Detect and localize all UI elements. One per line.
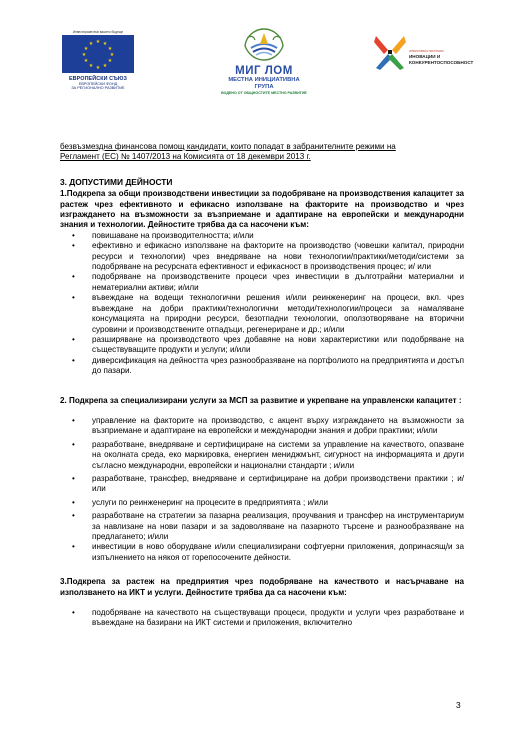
bullet-icon: • bbox=[72, 355, 75, 365]
list-item-text: повишаване на производителността; и/или bbox=[92, 230, 254, 240]
mig-name: МИГ ЛОМ bbox=[235, 65, 293, 77]
bullet-icon: • bbox=[72, 473, 75, 483]
eu-top-caption: Инвестираме във вашето бъдеще bbox=[72, 30, 124, 34]
bullet-icon: • bbox=[72, 334, 75, 344]
svg-text:★: ★ bbox=[81, 52, 87, 58]
op-line1: ОПЕРАТИВНА ПРОГРАМА bbox=[409, 49, 444, 53]
list-item bbox=[72, 511, 464, 542]
svg-text:★: ★ bbox=[95, 39, 101, 45]
list-item bbox=[72, 439, 464, 471]
bullet-icon: • bbox=[72, 415, 75, 425]
svg-text:★: ★ bbox=[107, 58, 113, 64]
list-item-text: услуги по реинженеринг на процесите в предприятията ; и/или bbox=[92, 497, 329, 507]
eu-name: ЕВРОПЕЙСКИ СЪЮЗ bbox=[68, 76, 128, 82]
list-item-text: управление на факторите на производство, с акцент върху изграждането на възможности за възприемане и адаптиране на европейски и международни знания и добри практики; и/или bbox=[92, 415, 464, 436]
part1-heading: 1.Подкрепа за общи производствени инвестиции за подобряване на производствения капацитет за растеж чрез ефективното и ефикасно използване на факторите на производство и чрез изграждането на възможности за възприемане и адаптиране на европейски и международни знания и технологии. Дейностите трябва да са насочени към: bbox=[60, 189, 464, 230]
list-item bbox=[72, 230, 464, 241]
mig-emblem-icon bbox=[239, 26, 289, 64]
svg-text:★: ★ bbox=[107, 46, 113, 52]
bullet-icon: • bbox=[72, 497, 75, 507]
list-item-text: ефективно и ефикасно използване на факторите на производство (човешки капитал, природни ресурси и технологии) чрез внедряване на нови технологии/практики/методи/системи за подобряване на ресурсната ефективност и ефикасност в производствения процес; и/ или bbox=[92, 241, 464, 272]
op-line3: КОНКУРЕНТОСПОСОБНОСТ bbox=[409, 59, 474, 65]
bullet-icon: • bbox=[72, 439, 75, 449]
intro-line2: Регламент (ЕС) № 1407/2013 на Комисията от 18 декември 2013 г. bbox=[60, 152, 311, 162]
mig-lom-logo bbox=[208, 26, 320, 96]
part3-list bbox=[60, 608, 464, 629]
eu-flag-icon bbox=[62, 35, 134, 73]
mig-tagline: ВОДЕНО ОТ ОБЩНОСТИТЕ МЕСТНО РАЗВИТИЕ bbox=[221, 91, 307, 95]
bullet-icon: • bbox=[72, 230, 75, 240]
list-item bbox=[72, 542, 464, 563]
op-emblem-icon bbox=[372, 32, 408, 72]
bullet-icon: • bbox=[72, 293, 75, 303]
list-item bbox=[72, 334, 464, 356]
list-item-text: диверсификация на дейността чрез разнообразяване на портфолиото на предприятията и достъп до пазари. bbox=[92, 355, 464, 376]
bullet-icon: • bbox=[72, 241, 75, 251]
list-item-text: подобряване на производствените процеси чрез инвестиции в дълготрайни материални и нематериални активи; и/или bbox=[92, 272, 464, 292]
list-item bbox=[72, 608, 464, 629]
list-item bbox=[72, 272, 464, 293]
svg-text:★: ★ bbox=[102, 63, 108, 69]
op-line2: ИНОВАЦИИ И bbox=[409, 54, 441, 60]
mig-subtitle2: ГРУПА bbox=[254, 83, 274, 90]
list-item-text: подобряване на качеството на съществуващи процеси, продукти и услуги чрез разработване и въвеждане на базирани на ИКТ системи и приложения, включително bbox=[92, 608, 464, 628]
list-item-text: разработване, трансфер, внедряване и сертифициране на добри производствени практики ; и/или bbox=[92, 473, 464, 494]
svg-text:★: ★ bbox=[88, 63, 94, 69]
svg-text:★: ★ bbox=[88, 41, 94, 47]
list-item bbox=[72, 355, 464, 377]
bullet-icon: • bbox=[72, 272, 75, 282]
op-innovations-logo bbox=[372, 32, 482, 76]
list-item-text: разширяване на производството чрез добавяне на нови характеристики или подобряване на съществуващите продукти и услуги; и/или bbox=[92, 334, 464, 355]
list-item bbox=[72, 497, 464, 508]
svg-text:★: ★ bbox=[102, 41, 108, 47]
list-item-text: въвеждане на водещи технологични решения и/или реинженеринг на процеси, вкл. чрез въвеждане на добри практики/технологични методи/технологии/процеси за намаляване консумацията на природни ресурси, безотпадни технологии, оползотворяване на вторични суровини и производствените отпадъци, регенериране и др.; и/или bbox=[92, 293, 464, 334]
list-item bbox=[72, 241, 464, 272]
eu-fund-line2: ЗА РЕГИОНАЛНО РАЗВИТИЕ bbox=[71, 86, 125, 91]
mig-subtitle1: МЕСТНА ИНИЦИАТИВНА bbox=[228, 77, 300, 83]
list-item bbox=[72, 473, 464, 495]
eu-logo bbox=[62, 30, 134, 91]
bullet-icon: • bbox=[72, 511, 75, 521]
list-item bbox=[72, 293, 464, 335]
page-number: 3 bbox=[456, 700, 461, 710]
intro-line1: безвъзмездна финансова помощ кандидати, които попадат в забранителните режими на bbox=[60, 142, 396, 151]
document-body bbox=[60, 142, 464, 629]
bullet-icon: • bbox=[72, 542, 75, 552]
svg-text:★: ★ bbox=[83, 58, 89, 64]
list-item-text: разработване на стратегии за пазарна реализация, проучвания и трансфер на инструментариум за навлизане на нови пазари и за задоволяване на пазарното търсене и разнообразяване на предлагането; и/или bbox=[92, 511, 464, 541]
part2-list bbox=[60, 416, 464, 563]
part2-heading: 2. Подкрепа за специализирани услуги за МСП за развитие и укрепване на управленски капацитет : bbox=[60, 395, 462, 405]
part3-heading: 3.Подкрепа за растеж на предприятия чрез подобряване на качеството и насърчаване на използването на ИКТ и услуги. Дейностите трябва да са насочени към: bbox=[60, 577, 464, 597]
svg-text:★: ★ bbox=[83, 46, 89, 52]
svg-text:★: ★ bbox=[95, 65, 101, 71]
op-program-name bbox=[409, 49, 473, 65]
part1-list bbox=[60, 231, 464, 377]
list-item-text: разработване, внедряване и сертифициране на системи за управление на качеството, опазване на околната среда, еко маркировка, енергиен мениджмънт, сигурност на информацията и други съгласно международни, европейски и национални стандарти ; и/или bbox=[92, 439, 464, 470]
eu-fund-line1: ЕВРОПЕЙСКИ ФОНД bbox=[78, 82, 118, 86]
bullet-icon: • bbox=[72, 608, 75, 618]
svg-text:★: ★ bbox=[109, 52, 115, 58]
section-title: 3. ДОПУСТИМИ ДЕЙНОСТИ bbox=[60, 176, 173, 187]
list-item-text: инвестиции в ново оборудване и/или специализирани софтуерни приложения, допринасящ/и за изпълнението на някоя от горепосочените дейности. bbox=[92, 542, 464, 562]
list-item bbox=[72, 415, 464, 437]
